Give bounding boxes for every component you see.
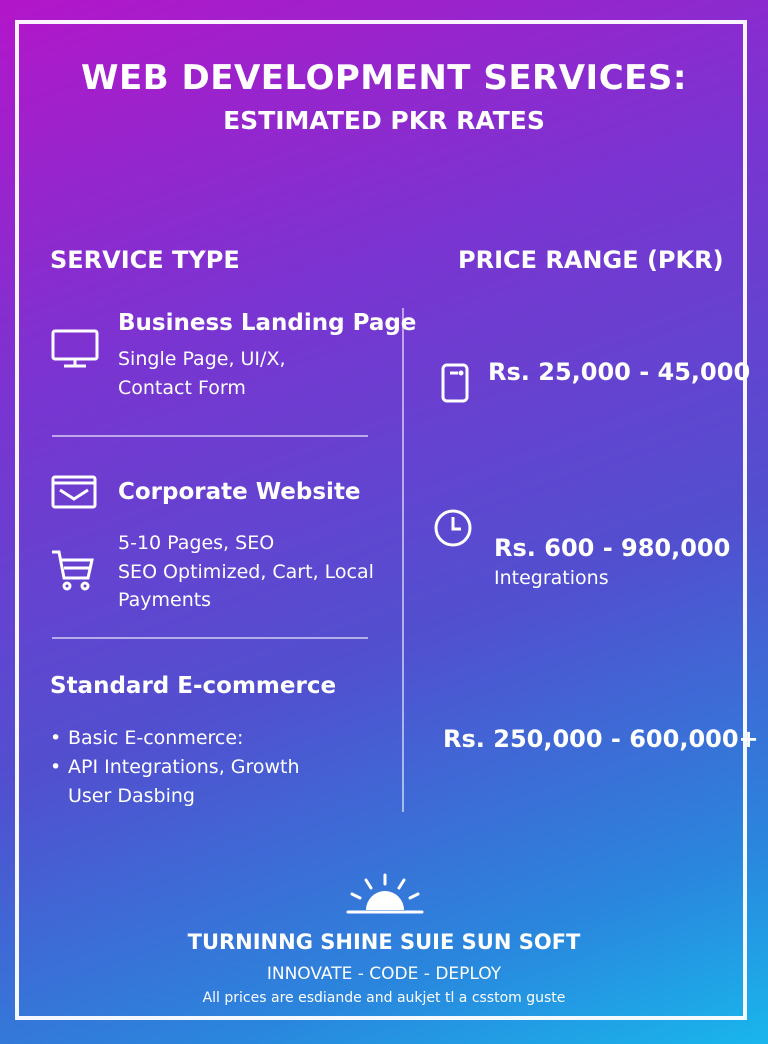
sunrise-logo-icon: [344, 872, 426, 920]
mobile-icon: [440, 362, 470, 408]
mail-icon: [50, 474, 98, 514]
ecommerce-feature-list: [50, 724, 300, 811]
brand-tagline: INNOVATE - CODE - DEPLOY: [266, 964, 502, 984]
price-landing: Rs. 25,000 - 45,000: [488, 358, 751, 386]
price-disclaimer: All prices are esdiande and aukjet tl a csstom guste: [202, 990, 566, 1006]
service-desc-corporate-2: SEO Optimized, Cart, Local: [118, 561, 374, 583]
brand-name: TURNINNG SHINE SUIE SUN SOFT: [187, 930, 581, 954]
cart-icon: [50, 548, 96, 598]
service-title-landing: Business Landing Page: [118, 310, 417, 336]
service-desc-landing-2: Contact Form: [118, 377, 246, 399]
service-title-ecommerce: Standard E-commerce: [50, 673, 337, 699]
clock-icon: [432, 507, 474, 553]
price-corporate-note: Integrations: [494, 567, 609, 589]
service-type-header: SERVICE TYPE: [50, 246, 240, 274]
service-desc-corporate-3: Payments: [118, 589, 212, 611]
service-desc-landing-1: Single Page, UI/X,: [118, 348, 286, 370]
price-range-header: PRICE RANGE (PKR): [458, 246, 724, 274]
monitor-icon: [50, 328, 100, 374]
service-desc-corporate-1: 5-10 Pages, SEO: [118, 532, 275, 554]
row-divider: [52, 637, 368, 639]
column-divider: [402, 308, 404, 812]
list-item: • API Integrations, Growth: [50, 756, 300, 778]
price-ecommerce: Rs. 250,000 - 600,000+: [443, 725, 759, 753]
border-frame: [15, 20, 747, 1020]
page-title: WEB DEVELOPMENT SERVICES:: [81, 58, 687, 98]
price-corporate: Rs. 600 - 980,000: [494, 534, 731, 562]
list-item: • Basic E-conmerce:: [50, 727, 244, 749]
row-divider: [52, 435, 368, 437]
service-title-corporate: Corporate Website: [118, 479, 361, 505]
list-item-continued: User Dasbing: [68, 785, 195, 807]
page-subtitle: ESTIMATED PKR RATES: [223, 106, 545, 135]
